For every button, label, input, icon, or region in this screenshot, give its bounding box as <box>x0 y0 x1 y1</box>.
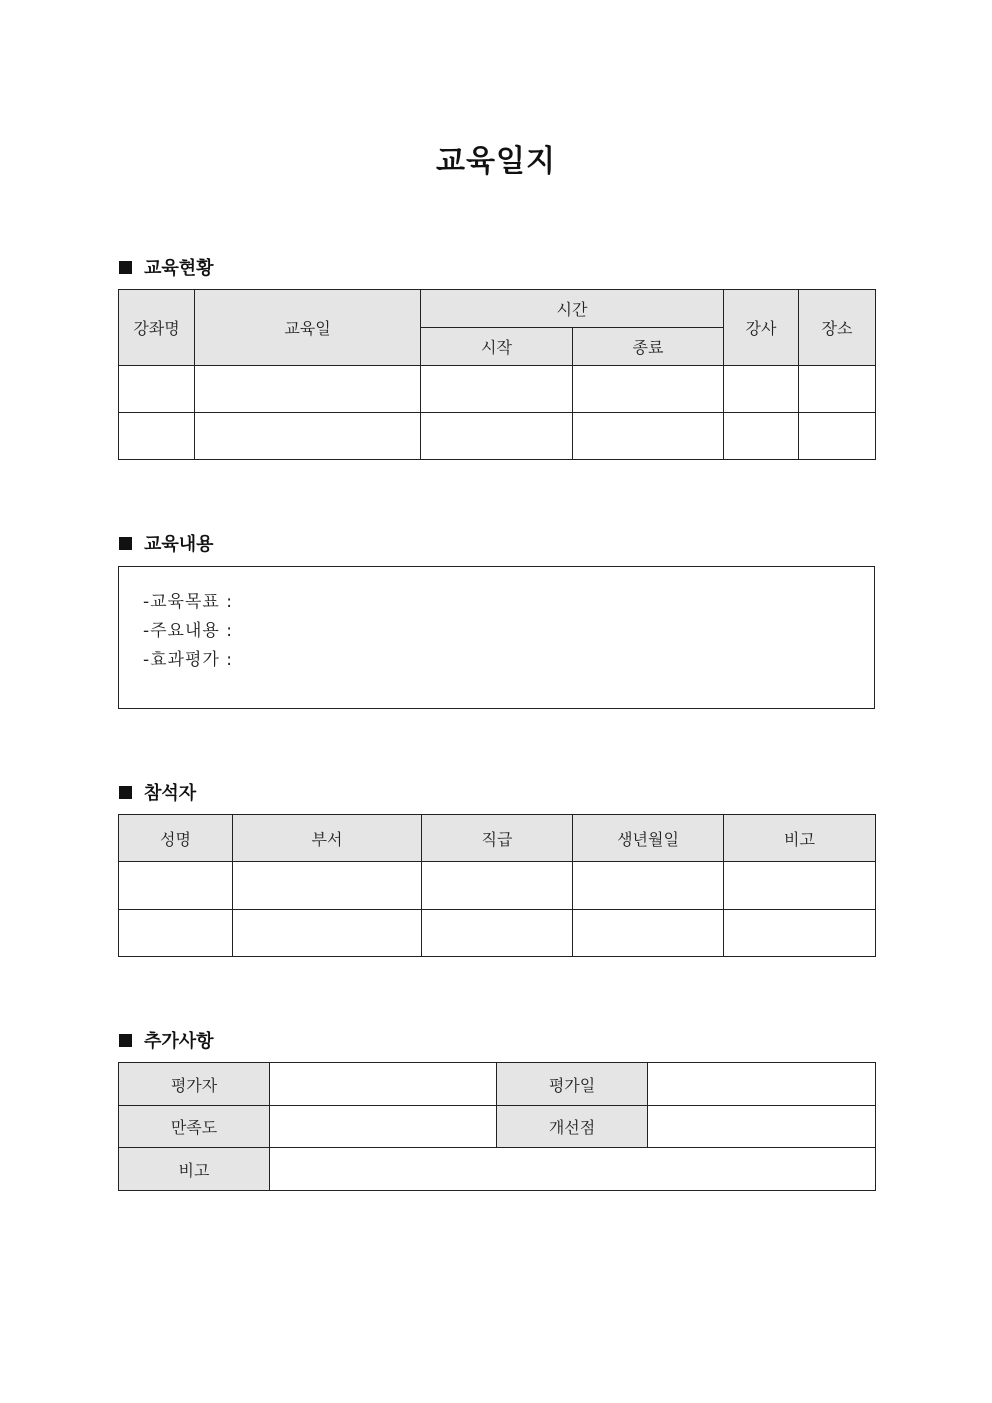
section-heading-attendees-label: 참석자 <box>144 783 197 804</box>
cell-date[interactable] <box>195 413 421 460</box>
header-course: 강좌명 <box>119 290 195 366</box>
value-improvement[interactable] <box>648 1106 876 1148</box>
section-heading-additional-label: 추가사항 <box>144 1031 214 1052</box>
header-time: 시간 <box>421 290 724 328</box>
content-box[interactable] <box>118 566 875 709</box>
value-satisfaction[interactable] <box>270 1106 497 1148</box>
cell-birthdate[interactable] <box>573 910 724 957</box>
square-bullet-icon <box>119 537 132 550</box>
section-heading-attendees <box>119 779 196 805</box>
content-line-goal: -교육목표 : <box>143 592 233 612</box>
label-eval-date: 평가일 <box>497 1063 648 1106</box>
square-bullet-icon <box>119 261 132 274</box>
cell-rank[interactable] <box>422 910 573 957</box>
section-heading-status <box>119 254 214 280</box>
header-department: 부서 <box>233 815 422 862</box>
header-name: 성명 <box>119 815 233 862</box>
header-birthdate: 생년월일 <box>573 815 724 862</box>
additional-table <box>118 1062 876 1191</box>
label-improvement: 개선점 <box>497 1106 648 1148</box>
cell-remarks[interactable] <box>724 862 876 910</box>
label-evaluator: 평가자 <box>119 1063 270 1106</box>
cell-department[interactable] <box>233 862 422 910</box>
section-heading-content <box>119 530 214 556</box>
header-date: 교육일 <box>195 290 421 366</box>
cell-birthdate[interactable] <box>573 862 724 910</box>
cell-instructor[interactable] <box>724 366 799 413</box>
section-heading-content-label: 교육내용 <box>144 534 214 555</box>
status-table <box>118 289 876 460</box>
value-evaluator[interactable] <box>270 1063 497 1106</box>
square-bullet-icon <box>119 786 132 799</box>
header-start: 시작 <box>421 328 573 366</box>
header-instructor: 강사 <box>724 290 799 366</box>
table-row <box>119 1106 876 1148</box>
header-end: 종료 <box>573 328 724 366</box>
cell-date[interactable] <box>195 366 421 413</box>
cell-remarks[interactable] <box>724 910 876 957</box>
cell-name[interactable] <box>119 862 233 910</box>
label-satisfaction: 만족도 <box>119 1106 270 1148</box>
table-row <box>119 413 876 460</box>
section-heading-status-label: 교육현황 <box>144 258 214 279</box>
content-line-evaluation: -효과평가 : <box>143 650 233 670</box>
table-row <box>119 910 876 957</box>
section-heading-additional <box>119 1027 214 1053</box>
content-line-main: -주요내용 : <box>143 621 233 641</box>
header-rank: 직급 <box>422 815 573 862</box>
table-row <box>119 1063 876 1106</box>
table-row <box>119 862 876 910</box>
cell-rank[interactable] <box>422 862 573 910</box>
cell-end[interactable] <box>573 413 724 460</box>
header-remarks: 비고 <box>724 815 876 862</box>
square-bullet-icon <box>119 1034 132 1047</box>
value-eval-date[interactable] <box>648 1063 876 1106</box>
cell-instructor[interactable] <box>724 413 799 460</box>
table-row <box>119 366 876 413</box>
header-place: 장소 <box>799 290 876 366</box>
label-remarks: 비고 <box>119 1148 270 1191</box>
table-row <box>119 1148 876 1191</box>
value-remarks[interactable] <box>270 1148 876 1191</box>
cell-place[interactable] <box>799 413 876 460</box>
document-title: 교육일지 <box>436 144 556 179</box>
cell-name[interactable] <box>119 910 233 957</box>
cell-end[interactable] <box>573 366 724 413</box>
cell-department[interactable] <box>233 910 422 957</box>
cell-start[interactable] <box>421 366 573 413</box>
cell-start[interactable] <box>421 413 573 460</box>
attendees-table <box>118 814 876 957</box>
cell-place[interactable] <box>799 366 876 413</box>
cell-course[interactable] <box>119 366 195 413</box>
cell-course[interactable] <box>119 413 195 460</box>
